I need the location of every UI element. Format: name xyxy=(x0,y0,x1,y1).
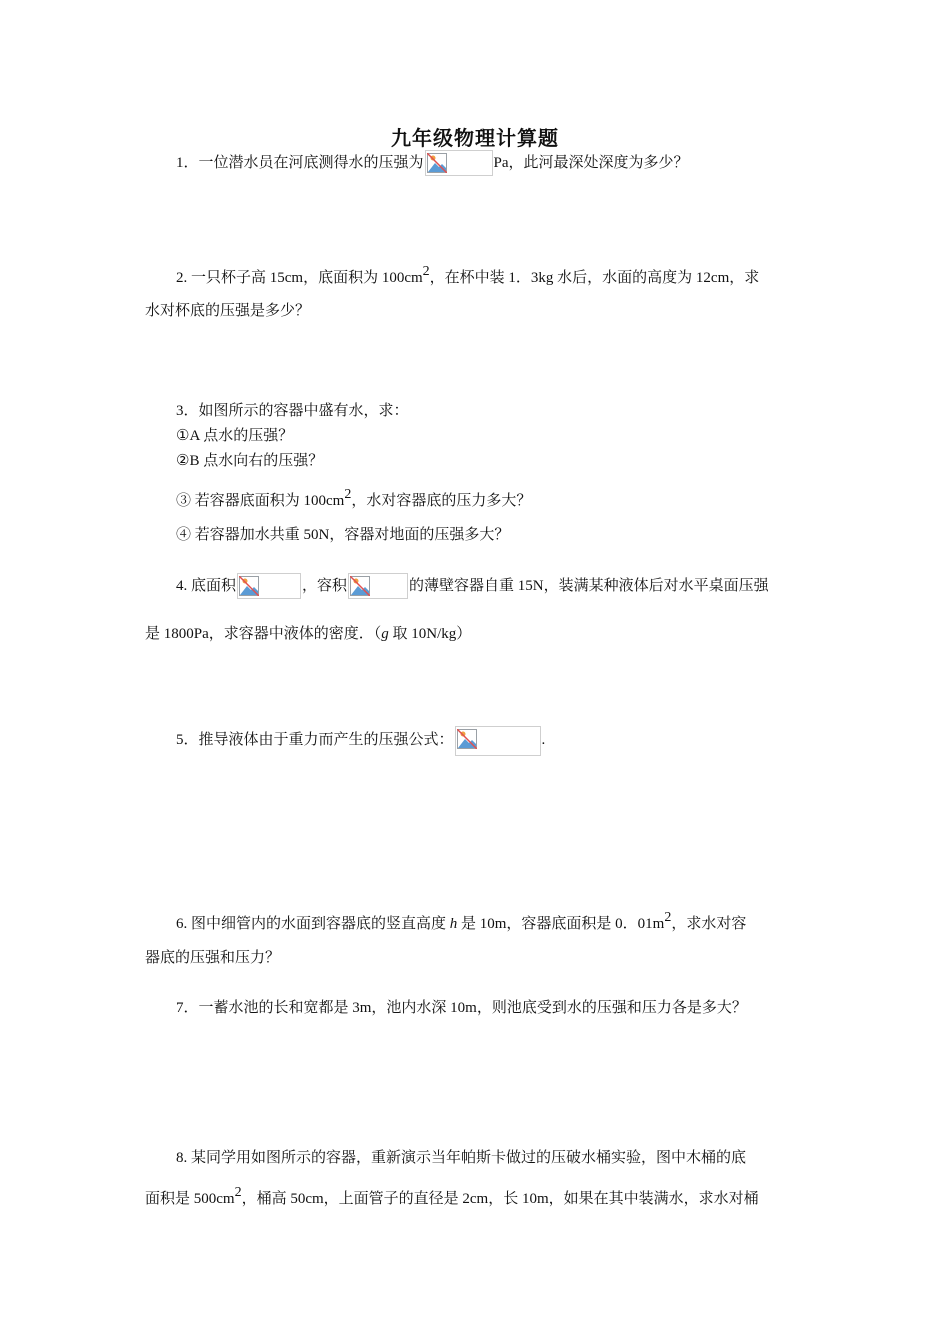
question-4-line-2 xyxy=(145,622,471,646)
q4-variable-g: g xyxy=(381,626,389,642)
q3-s3-text-a: ③ 若容器底面积为 100cm xyxy=(176,493,345,509)
question-6-line-1 xyxy=(176,912,746,936)
q1-text-after: Pa，此河最深处深度为多少？ xyxy=(493,155,689,171)
q6-text-c: ，求水对容 xyxy=(671,916,747,932)
formula-image-placeholder xyxy=(455,726,541,756)
q1-text-before: 1．一位潜水员在河底测得水的压强为 xyxy=(176,155,424,171)
broken-image-icon xyxy=(350,576,370,596)
question-3-sub-4: ④ 若容器加水共重 50N，容器对地面的压强多大？ xyxy=(176,527,510,543)
q5-text-after: . xyxy=(541,732,546,748)
page-title: 九年级物理计算题 xyxy=(391,128,559,150)
q6-variable-h: h xyxy=(449,916,458,932)
question-3-sub-3 xyxy=(176,489,531,513)
question-8-line-1: 8. 某同学用如图所示的容器，重新演示当年帕斯卡做过的压破水桶实验，图中木桶的底 xyxy=(176,1150,747,1166)
q6-text-a: 6. 图中细管内的水面到容器底的竖直高度 xyxy=(176,916,450,932)
formula-image-placeholder xyxy=(237,573,301,599)
question-3-intro: 3．如图所示的容器中盛有水，求： xyxy=(176,403,409,419)
q6-text-b: 是 10m，容器底面积是 0．01m xyxy=(457,916,665,932)
q2-text-b: ，在杯中装 1．3kg 水后，水面的高度为 12cm，求 xyxy=(429,270,760,286)
q3-s3-superscript: 2 xyxy=(344,487,352,502)
question-8-line-2 xyxy=(145,1187,759,1211)
q8-superscript: 2 xyxy=(234,1185,242,1200)
question-1 xyxy=(176,150,689,176)
question-3-sub-2: ②B 点水向右的压强？ xyxy=(176,453,324,469)
q8-text-b: ，桶高 50cm，上面管子的直径是 2cm，长 10m，如果在其中装满水，求水对桶 xyxy=(241,1191,759,1207)
q4-l2-text-b: 取 10N/kg） xyxy=(388,626,472,642)
q6-superscript: 2 xyxy=(664,910,672,925)
q4-text-c: 的薄壁容器自重 15N，装满某种液体后对水平桌面压强 xyxy=(409,578,769,594)
question-4-line-1 xyxy=(176,573,769,599)
q3-s3-text-b: ，水对容器底的压力多大？ xyxy=(351,493,532,509)
q2-text-a: 2. 一只杯子高 15cm，底面积为 100cm xyxy=(176,270,423,286)
broken-image-icon xyxy=(457,729,477,749)
broken-image-icon xyxy=(427,153,447,173)
question-3-sub-1: ①A 点水的压强？ xyxy=(176,428,294,444)
q2-superscript: 2 xyxy=(422,264,430,279)
question-6-line-2: 器底的压强和压力？ xyxy=(145,950,281,966)
formula-image-placeholder xyxy=(348,573,408,599)
formula-image-placeholder xyxy=(425,150,493,176)
q8-text-a: 面积是 500cm xyxy=(145,1191,235,1207)
question-5 xyxy=(176,726,545,756)
q4-text-b: ，容积 xyxy=(302,578,348,594)
broken-image-icon xyxy=(239,576,259,596)
q4-text-a: 4. 底面积 xyxy=(176,578,237,594)
question-2-line-2: 水对杯底的压强是多少？ xyxy=(145,303,311,319)
q5-text-before: 5．推导液体由于重力而产生的压强公式： xyxy=(176,732,454,748)
question-7: 7．一蓄水池的长和宽都是 3m，池内水深 10m，则池底受到水的压强和压力各是多大？ xyxy=(176,1000,747,1016)
q4-l2-text-a: 是 1800Pa，求容器中液体的密度．（ xyxy=(145,626,382,642)
question-2-line-1 xyxy=(176,266,759,290)
